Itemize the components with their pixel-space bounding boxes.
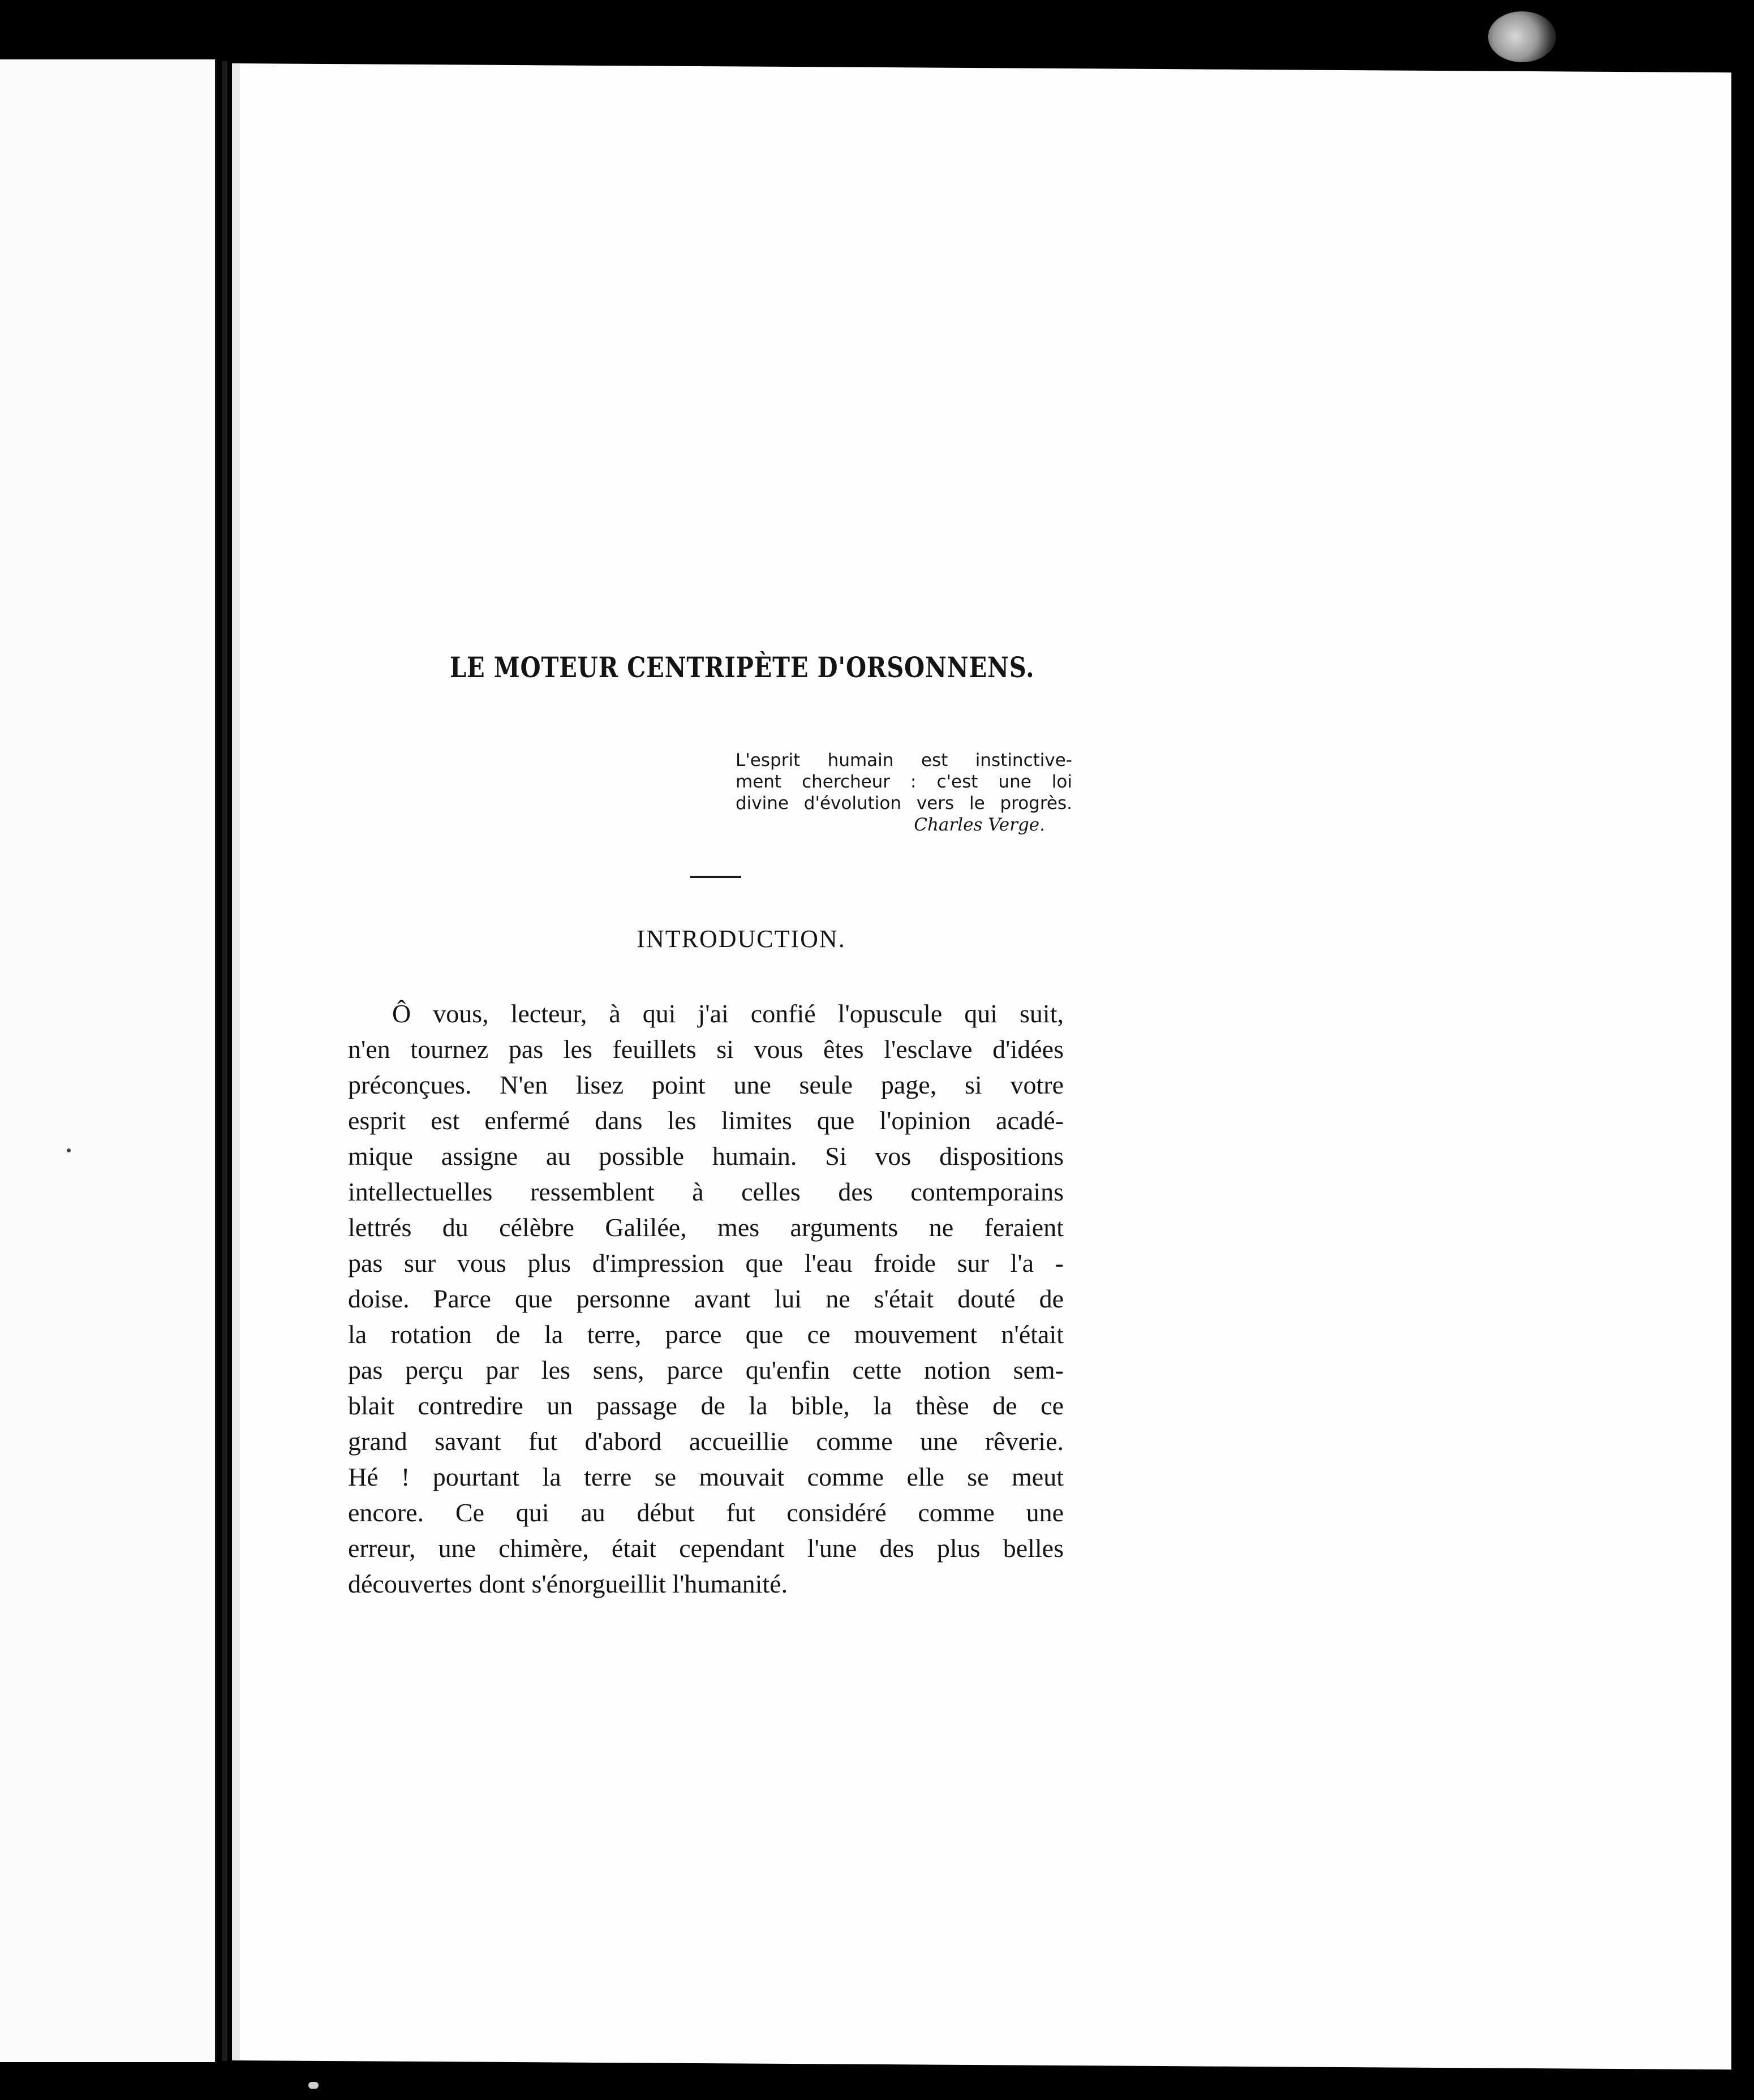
body-line: lettrés du célèbre Galilée, mes arguments ne feraient <box>348 1213 1064 1242</box>
epigraph-author: Charles Verge. <box>914 815 1045 835</box>
body-line: préconçues. N'en lisez point une seule page, si votre <box>348 1070 1064 1099</box>
body-line: n'en tournez pas les feuillets si vous êtes l'esclave d'idées <box>348 1035 1064 1064</box>
section-heading: INTRODUCTION. <box>637 925 846 953</box>
body-line: la rotation de la terre, parce que ce mouvement n'était <box>348 1320 1064 1349</box>
scan-artifact <box>308 2082 319 2089</box>
body-line: esprit est enfermé dans les limites que l'opinion acadé- <box>348 1106 1064 1135</box>
page-title: LE MOTEUR CENTRIPÈTE D'ORSONNENS. <box>450 651 1035 684</box>
body-line: encore. Ce qui au début fut considéré comme une <box>348 1498 1064 1527</box>
body-line: découvertes dont s'énorgueillit l'humanité. <box>348 1569 788 1598</box>
body-line: intellectuelles ressemblent à celles des contemporains <box>348 1177 1064 1206</box>
body-line: pas perçu par les sens, parce qu'enfin cette notion sem- <box>348 1355 1064 1384</box>
epigraph-line: divine d'évolution vers le progrès. <box>736 793 1072 814</box>
body-line: grand savant fut d'abord accueillie comme une rêverie. <box>348 1427 1064 1456</box>
section-divider <box>690 876 741 878</box>
body-line: Ô vous, lecteur, à qui j'ai confié l'opuscule qui suit, <box>392 999 1064 1028</box>
body-line: erreur, une chimère, était cependant l'une des plus belles <box>348 1534 1064 1563</box>
body-line: blait contredire un passage de la bible, la thèse de ce <box>348 1391 1064 1420</box>
epigraph <box>736 750 1072 836</box>
body-line: doise. Parce que personne avant lui ne s'était douté de <box>348 1284 1064 1313</box>
body-line: Hé ! pourtant la terre se mouvait comme elle se meut <box>348 1462 1064 1491</box>
epigraph-line: L'esprit humain est instinctive- <box>736 750 1072 771</box>
body-paragraph <box>348 996 1064 1602</box>
epigraph-line: ment chercheur : c'est une loi <box>736 772 1072 792</box>
body-line: pas sur vous plus d'impression que l'eau froide sur l'a - <box>348 1249 1064 1277</box>
body-line: mique assigne au possible humain. Si vos dispositions <box>348 1142 1064 1171</box>
